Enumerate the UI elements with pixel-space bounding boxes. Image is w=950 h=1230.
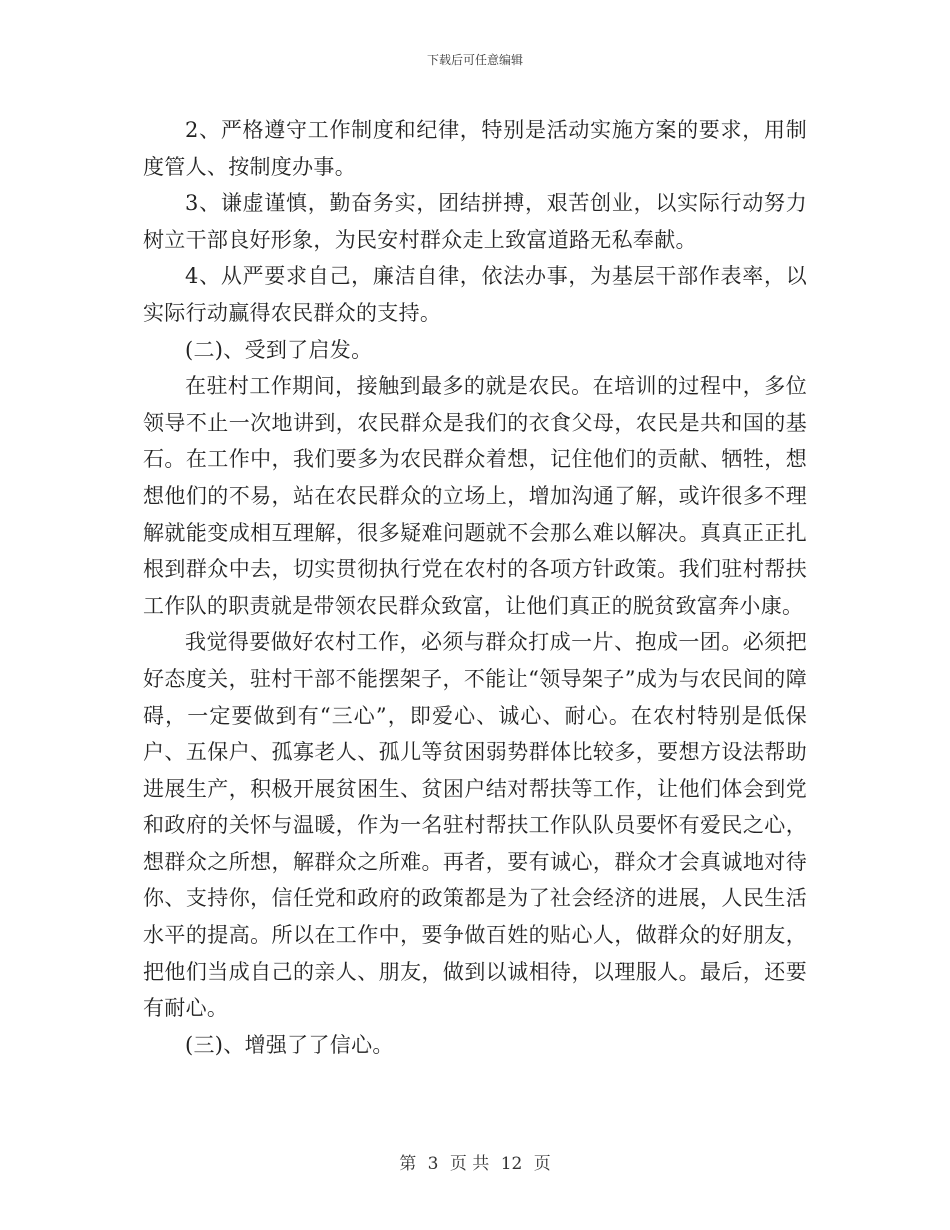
paragraph-rural-work: 我觉得要做好农村工作，必须与群众打成一片、抱成一团。必须把好态度关，驻村干部不能摆架子，不能让“领导架子”成为与农民间的障碍，一定要做到有“三心”，即爱心、诚心、耐心。在农村特别是低保户、五保户、孤寡老人、孤儿等贫困弱势群体比较多，要想方设法帮助进展生产，积极开展贫困生、贫困户结对帮扶等工作，让他们体会到党和政府的关怀与温暖，作为一名驻村帮扶工作队队员要怀有爱民之心，想群众之所想，解群众之所难。再者，要有诚心，群众才会真诚地对待你、支持你，信任党和政府的政策都是为了社会经济的进展，人民生活水平的提高。所以在工作中，要争做百姓的贴心人，做群众的好朋友，把他们当成自己的亲人、朋友，做到以诚相待，以理服人。最后，还要有耐心。 xyxy=(143,630,807,1021)
paragraph-inspiration: 在驻村工作期间，接触到最多的就是农民。在培训的过程中，多位领导不止一次地讲到，农民群众是我们的衣食父母，农民是共和国的基石。在工作中，我们要多为农民群众着想，记住他们的贡献、牺牲，想想他们的不易，站在农民群众的立场上，增加沟通了解，或许很多不理解就能变成相互理解，很多疑难问题就不会那么难以解决。真真正正扎根到群众中去，切实贯彻执行党在农村的各项方针政策。我们驻村帮扶工作队的职责就是带领农民群众致富，让他们真正的脱贫致富奔小康。 xyxy=(143,374,807,618)
page-footer xyxy=(0,1153,950,1175)
footer-suffix: 页 xyxy=(533,1154,551,1174)
footer-middle: 页 共 xyxy=(449,1154,490,1174)
footer-prefix: 第 xyxy=(399,1154,417,1174)
page-header: 下载后可任意编辑 xyxy=(426,53,523,67)
section-heading-3: (三)、增强了了信心。 xyxy=(185,1032,394,1057)
paragraph-rule-2: 2、严格遵守工作制度和纪律，特别是活动实施方案的要求，用制度管人、按制度办事。 xyxy=(143,118,807,179)
document-body xyxy=(143,112,807,1063)
footer-page-number: 3 xyxy=(427,1154,439,1174)
paragraph-rule-4: 4、从严要求自己，廉洁自律，依法办事，为基层干部作表率，以实际行动赢得农民群众的支持。 xyxy=(143,264,807,325)
section-heading-2: (二)、受到了启发。 xyxy=(185,337,373,362)
paragraph-rule-3: 3、谦虚谨慎，勤奋务实，团结拼搏，艰苦创业，以实际行动努力树立干部良好形象，为民安村群众走上致富道路无私奉献。 xyxy=(143,191,807,252)
footer-total-pages: 12 xyxy=(500,1154,523,1174)
